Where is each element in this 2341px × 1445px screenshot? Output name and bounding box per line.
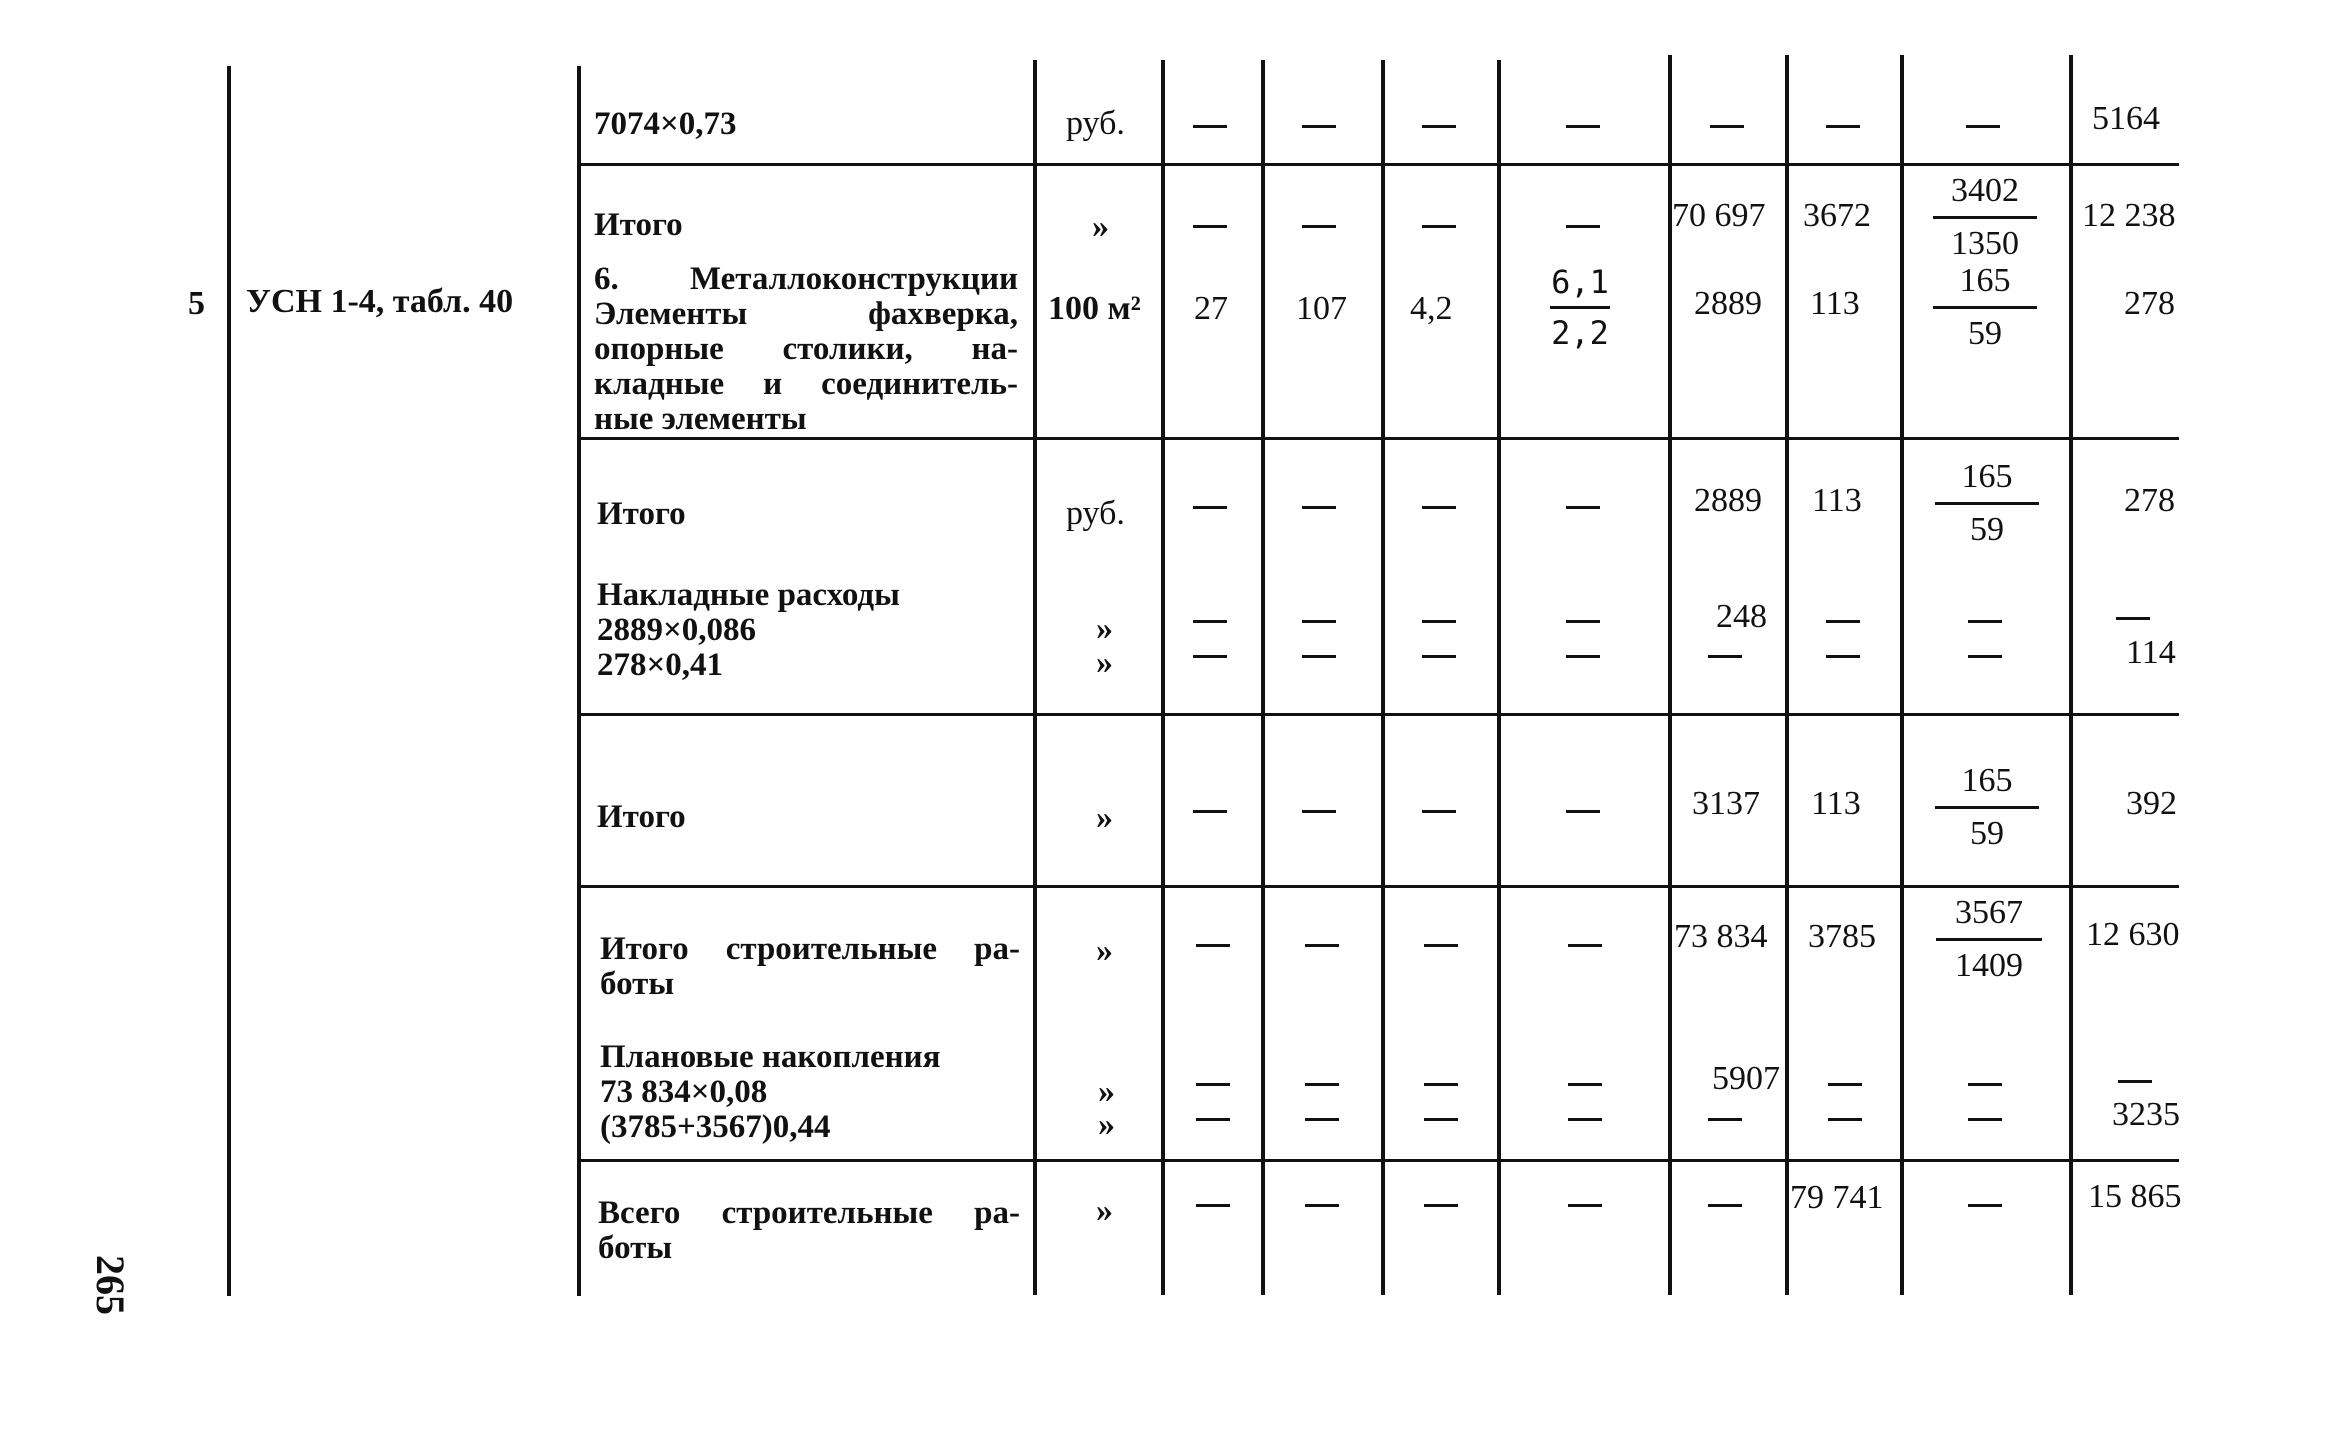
total-cell: 278 xyxy=(2124,482,2175,519)
row-desc-multiline: Плановые накопления 73 834×0,08 (3785+3567)0,44 xyxy=(600,1039,941,1145)
dash-mark xyxy=(1302,620,1336,623)
row-desc-multiline: 6. Металлоконструкции Элементы фахверка, опорные столики, на- кладные и соединитель- ные элементы xyxy=(594,261,1018,437)
dash-mark xyxy=(1568,944,1602,947)
unit-cell: 100 м² xyxy=(1048,290,1141,327)
unit-cell: руб. xyxy=(1066,495,1125,532)
total-cell: 12 630 xyxy=(2086,916,2180,953)
dash-mark xyxy=(1566,225,1600,228)
dash-mark xyxy=(1193,810,1227,813)
dash-mark xyxy=(1305,1204,1339,1207)
total-cell: 15 865 xyxy=(2088,1178,2182,1215)
dash-mark xyxy=(1568,1118,1602,1121)
dash-mark xyxy=(1968,1118,2002,1121)
dash-mark xyxy=(1424,1118,1458,1121)
rule-col-1 xyxy=(1161,60,1165,1295)
fraction-cell: 165 59 xyxy=(1932,458,2042,549)
dash-mark xyxy=(1708,655,1742,658)
dash-mark xyxy=(1193,655,1227,658)
dash-mark xyxy=(1193,620,1227,623)
dash-mark xyxy=(1966,125,2000,128)
norm-reference: УСН 1-4, табл. 40 xyxy=(246,283,514,320)
dash-mark xyxy=(1566,620,1600,623)
row-desc: Итого xyxy=(597,799,686,835)
fraction-cell: 165 59 xyxy=(1930,262,2040,353)
page-number: 265 xyxy=(88,1255,133,1315)
value-cell: 113 xyxy=(1812,482,1862,519)
fraction-cell: 3402 1350 xyxy=(1930,172,2040,263)
dash-mark xyxy=(1196,1204,1230,1207)
value-cell: 107 xyxy=(1296,290,1347,327)
unit-cell: » xyxy=(1098,1106,1115,1143)
fraction-cell: 3567 1409 xyxy=(1933,894,2045,985)
unit-cell: » xyxy=(1096,610,1113,647)
total-cell: 3235 xyxy=(2112,1096,2180,1133)
dash-mark xyxy=(1305,944,1339,947)
rule-left xyxy=(227,66,231,1296)
unit-cell: руб. xyxy=(1066,105,1125,142)
rule-h4 xyxy=(579,885,2179,888)
total-cell: 5164 xyxy=(2092,100,2160,137)
dash-mark xyxy=(1302,506,1336,509)
value-cell: 3785 xyxy=(1808,918,1876,955)
dash-mark xyxy=(1568,1204,1602,1207)
dash-mark xyxy=(1566,506,1600,509)
value-cell: 27 xyxy=(1194,290,1228,327)
rule-col-2 xyxy=(1261,60,1265,1295)
dash-mark xyxy=(1968,1204,2002,1207)
dash-mark xyxy=(1566,125,1600,128)
rule-col-3 xyxy=(1381,60,1385,1295)
rule-col-unit xyxy=(1033,60,1037,1295)
fraction-cell: 6,1 2,2 xyxy=(1551,263,1609,352)
rule-h5 xyxy=(579,1159,2179,1162)
dash-mark xyxy=(1305,1118,1339,1121)
value-cell: 73 834 xyxy=(1674,918,1768,955)
value-cell: 4,2 xyxy=(1410,290,1453,327)
row-desc-multiline: Всего строительные ра- боты xyxy=(598,1195,1020,1266)
total-cell: 12 238 xyxy=(2082,197,2176,234)
dash-mark xyxy=(2116,617,2150,620)
dash-mark xyxy=(1968,620,2002,623)
value-cell: 5907 xyxy=(1712,1060,1780,1097)
row-desc-multiline: Накладные расходы 2889×0,086 278×0,41 xyxy=(597,577,900,683)
rule-table-left xyxy=(577,66,581,1296)
row-desc: 7074×0,73 xyxy=(594,106,737,142)
dash-mark xyxy=(1422,225,1456,228)
dash-mark xyxy=(1424,1083,1458,1086)
value-cell: 3672 xyxy=(1803,197,1871,234)
dash-mark xyxy=(1566,655,1600,658)
dash-mark xyxy=(1302,225,1336,228)
dash-mark xyxy=(1302,655,1336,658)
unit-cell: » xyxy=(1096,1192,1113,1229)
fraction-cell: 165 59 xyxy=(1932,762,2042,853)
dash-mark xyxy=(1193,225,1227,228)
rule-col-5 xyxy=(1668,55,1672,1295)
dash-mark xyxy=(1566,810,1600,813)
unit-cell: » xyxy=(1092,208,1109,245)
rule-col-8 xyxy=(2069,55,2073,1295)
total-cell: 392 xyxy=(2126,785,2177,822)
rule-h3 xyxy=(579,713,2179,716)
rule-h2 xyxy=(579,437,2179,440)
dash-mark xyxy=(1708,1118,1742,1121)
value-cell: 2889 xyxy=(1694,482,1762,519)
dash-mark xyxy=(1305,1083,1339,1086)
value-cell: 248 xyxy=(1716,598,1767,635)
dash-mark xyxy=(1302,810,1336,813)
value-cell: 3137 xyxy=(1692,785,1760,822)
unit-cell: » xyxy=(1096,799,1113,836)
dash-mark xyxy=(1424,944,1458,947)
dash-mark xyxy=(1196,1118,1230,1121)
rule-col-7 xyxy=(1900,55,1904,1295)
rule-h1 xyxy=(579,163,2179,166)
dash-mark xyxy=(1422,810,1456,813)
dash-mark xyxy=(1196,944,1230,947)
dash-mark xyxy=(1196,1083,1230,1086)
dash-mark xyxy=(1708,1204,1742,1207)
dash-mark xyxy=(2118,1080,2152,1083)
dash-mark xyxy=(1826,655,1860,658)
dash-mark xyxy=(1826,125,1860,128)
rule-col-4 xyxy=(1497,60,1501,1295)
dash-mark xyxy=(1193,125,1227,128)
dash-mark xyxy=(1422,655,1456,658)
dash-mark xyxy=(1422,620,1456,623)
dash-mark xyxy=(1302,125,1336,128)
total-cell: 278 xyxy=(2124,285,2175,322)
unit-cell: » xyxy=(1098,1073,1115,1110)
value-cell: 2889 xyxy=(1694,285,1762,322)
row-desc: Итого xyxy=(597,496,686,532)
dash-mark xyxy=(1424,1204,1458,1207)
value-cell: 113 xyxy=(1811,785,1861,822)
dash-mark xyxy=(1968,655,2002,658)
dash-mark xyxy=(1422,506,1456,509)
dash-mark xyxy=(1422,125,1456,128)
unit-cell: » xyxy=(1096,932,1113,969)
row-desc-multiline: Итого строительные ра- боты xyxy=(600,931,1020,1002)
value-cell: 113 xyxy=(1810,285,1860,322)
rule-col-6 xyxy=(1785,55,1789,1295)
unit-cell: » xyxy=(1096,644,1113,681)
row-desc: Итого xyxy=(594,207,683,243)
value-cell: 79 741 xyxy=(1790,1179,1884,1216)
dash-mark xyxy=(1568,1083,1602,1086)
dash-mark xyxy=(1828,1118,1862,1121)
dash-mark xyxy=(1828,1083,1862,1086)
dash-mark xyxy=(1710,125,1744,128)
dash-mark xyxy=(1826,620,1860,623)
item-number: 5 xyxy=(188,285,205,322)
value-cell: 70 697 xyxy=(1672,197,1766,234)
dash-mark xyxy=(1968,1083,2002,1086)
dash-mark xyxy=(1193,506,1227,509)
total-cell: 114 xyxy=(2126,634,2176,671)
